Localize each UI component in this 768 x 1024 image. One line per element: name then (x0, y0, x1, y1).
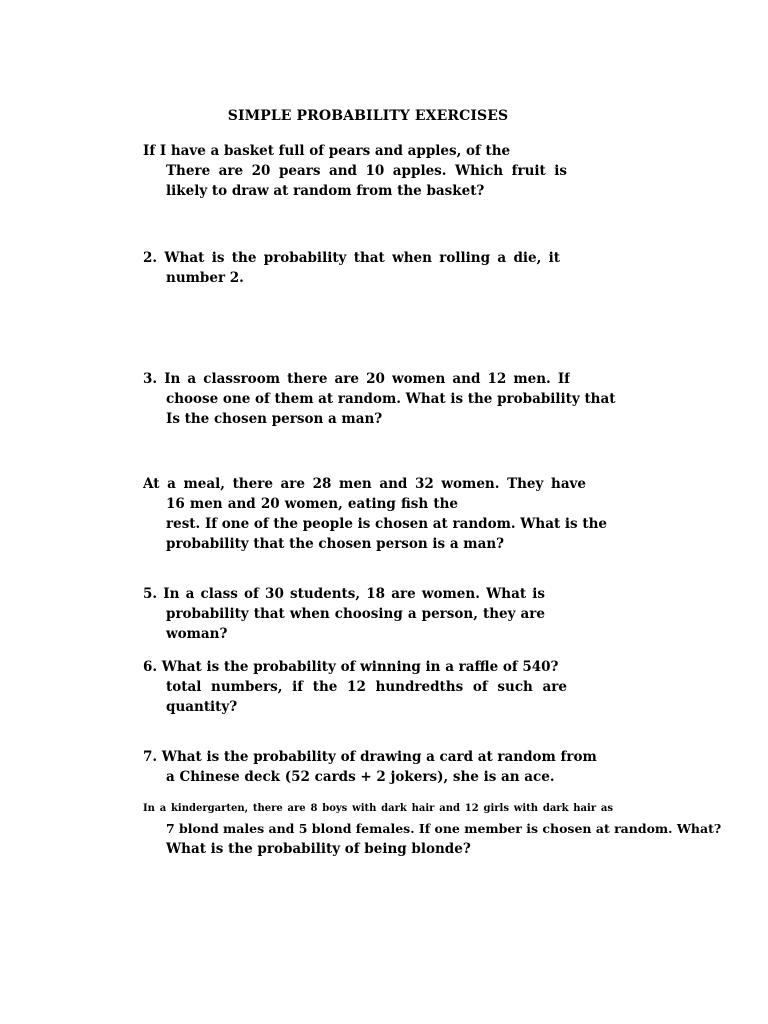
page-title: SIMPLE PROBABILITY EXERCISES (227, 108, 509, 124)
exercise-4-line-2: 16 men and 20 women, eating fish the (166, 496, 458, 512)
exercise-5-line-3: woman? (166, 626, 228, 642)
exercise-8-line-1: In a kindergarten, there are 8 boys with dark hair and 12 girls with dark hair as (143, 803, 613, 814)
exercise-1-line-2: There are 20 pears and 10 apples. Which fruit is (166, 163, 567, 179)
exercise-8-line-2: 7 blond males and 5 blond females. If one member is chosen at random. What? (166, 821, 722, 836)
exercise-2-line-2: number 2. (166, 270, 244, 286)
exercise-3 (143, 369, 616, 429)
exercise-3-line-1: 3. In a classroom there are 20 women and 12 men. If (143, 371, 570, 387)
exercise-2-line-1: 2. What is the probability that when rolling a die, it (143, 250, 560, 266)
exercise-6 (143, 657, 567, 717)
exercise-7-line-2: a Chinese deck (52 cards + 2 jokers), she is an ace. (166, 769, 555, 785)
exercise-6-line-3: quantity? (166, 699, 238, 715)
exercise-3-line-3: Is the chosen person a man? (166, 411, 383, 427)
exercise-5-line-2: probability that when choosing a person, they are (166, 606, 545, 622)
exercise-6-line-1: 6. What is the probability of winning in a raffle of 540? (143, 659, 559, 675)
exercise-7-line-1: 7. What is the probability of drawing a card at random from (143, 749, 597, 765)
exercise-4-line-3: rest. If one of the people is chosen at random. What is the (166, 516, 607, 532)
exercise-4 (143, 474, 607, 554)
exercise-4-line-4: probability that the chosen person is a man? (166, 536, 505, 552)
exercise-5 (143, 584, 545, 644)
exercise-3-line-2: choose one of them at random. What is the probability that (166, 391, 616, 407)
exercise-1-line-3: likely to draw at random from the basket? (166, 183, 485, 199)
exercise-1 (143, 141, 567, 201)
exercise-8-line-3: What is the probability of being blonde? (166, 841, 471, 857)
exercise-6-line-2: total numbers, if the 12 hundredths of such are (166, 679, 567, 695)
exercise-5-line-1: 5. In a class of 30 students, 18 are women. What is (143, 586, 545, 602)
exercise-4-line-1: At a meal, there are 28 men and 32 women. They have (143, 476, 586, 492)
exercise-7 (143, 747, 597, 787)
exercise-1-line-1: If I have a basket full of pears and apples, of the (143, 143, 511, 159)
exercise-2 (143, 248, 560, 288)
exercise-8 (143, 799, 722, 859)
